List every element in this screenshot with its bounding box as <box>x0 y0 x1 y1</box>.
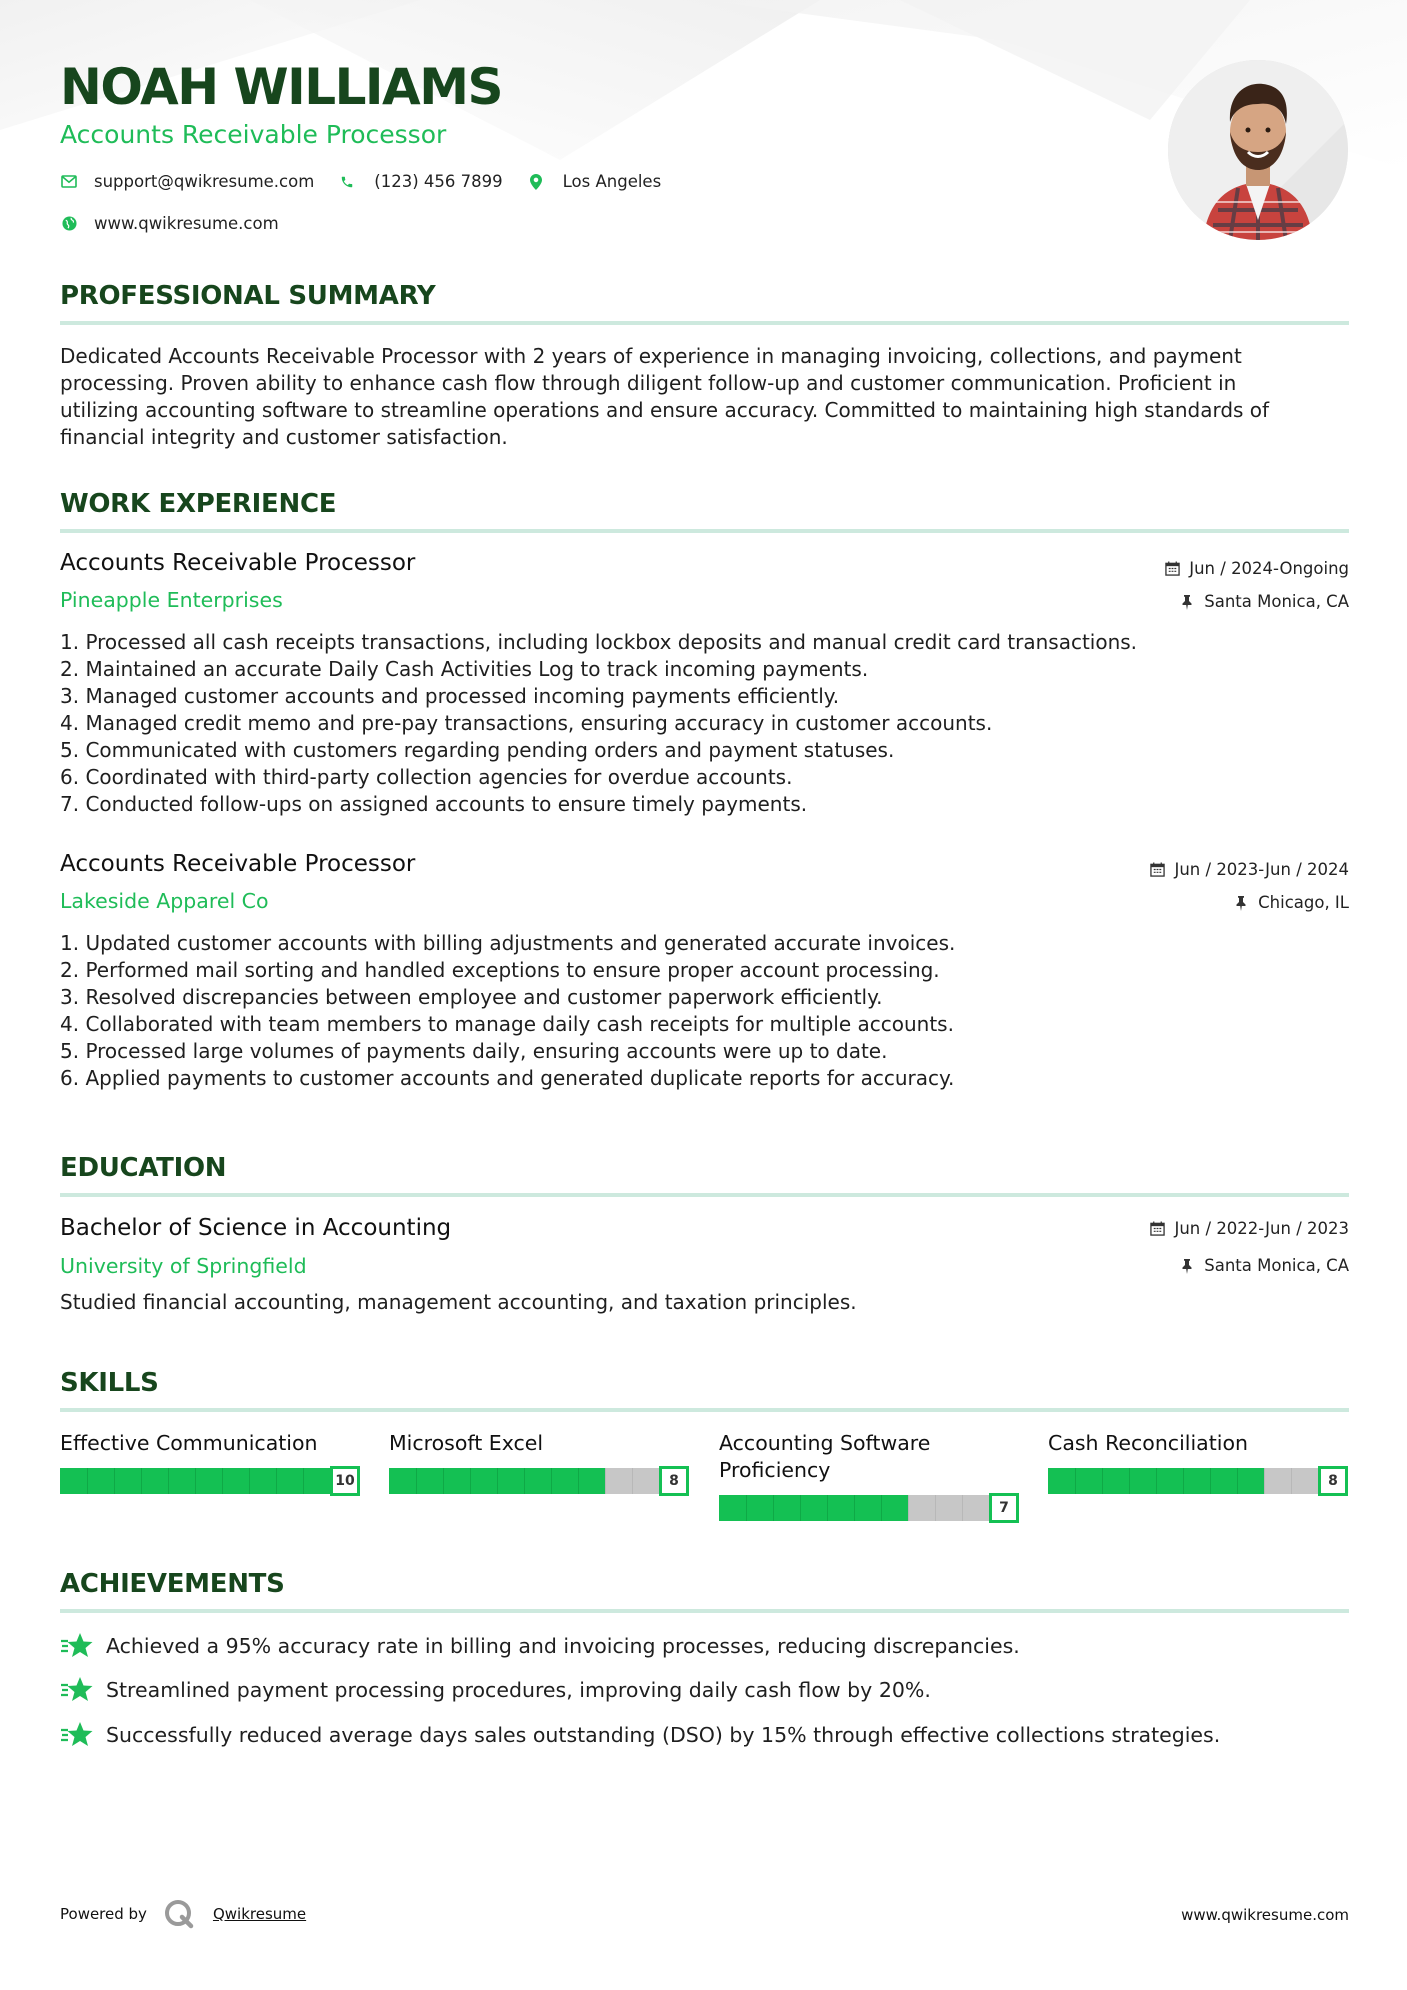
skills-divider <box>60 1408 1349 1412</box>
experience-divider <box>60 529 1349 533</box>
footer-website-link[interactable]: www.qwikresume.com <box>1181 1906 1349 1924</box>
phone-icon <box>338 173 356 191</box>
school-name: University of Springfield <box>60 1254 307 1278</box>
contact-location <box>527 172 662 191</box>
job-location: Chicago, IL <box>1234 893 1349 912</box>
qwikresume-link[interactable]: Qwikresume <box>212 1905 307 1923</box>
list-item: 4. Managed credit memo and pre-pay transactions, ensuring accuracy in customer accounts. <box>60 711 993 735</box>
candidate-name: NOAH WILLIAMS <box>60 58 502 116</box>
list-item: 2. Maintained an accurate Daily Cash Activities Log to track incoming payments. <box>60 657 869 681</box>
achievements-divider <box>60 1609 1349 1613</box>
list-item: 7. Conducted follow-ups on assigned accounts to ensure timely payments. <box>60 792 808 816</box>
skill-name: Cash Reconciliation <box>1048 1431 1248 1455</box>
skill-segment-dividers <box>389 1468 689 1494</box>
skill-segment-dividers <box>1048 1468 1348 1494</box>
list-item: 6. Coordinated with third-party collection agencies for overdue accounts. <box>60 765 793 789</box>
website-text: www.qwikresume.com <box>94 214 279 233</box>
contact-email[interactable] <box>60 172 314 191</box>
list-item: 1. Updated customer accounts with billing adjustments and generated accurate invoices. <box>60 931 956 955</box>
phone-text: (123) 456 7899 <box>374 172 503 191</box>
skill-item <box>60 1430 360 1496</box>
achievement-text: Streamlined payment processing procedures, improving daily cash flow by 20%. <box>106 1678 931 1702</box>
list-item: 1. Processed all cash receipts transactions, including lockbox deposits and manual credit card transactions. <box>60 630 1138 654</box>
list-item: 2. Performed mail sorting and handled exceptions to ensure proper account processing. <box>60 958 940 982</box>
skill-level-badge: 8 <box>1318 1466 1348 1496</box>
job-location: Santa Monica, CA <box>1180 592 1349 611</box>
calendar-icon <box>1165 561 1181 577</box>
pushpin-icon <box>1180 594 1196 610</box>
email-text: support@qwikresume.com <box>94 172 315 191</box>
pushpin-icon <box>1234 895 1250 911</box>
skill-item <box>389 1430 689 1496</box>
skills-section-title: SKILLS <box>60 1368 159 1398</box>
location-text: Los Angeles <box>562 172 662 191</box>
education-section-title: EDUCATION <box>60 1153 227 1183</box>
skill-level-badge: 10 <box>330 1466 360 1496</box>
job-title: Accounts Receivable Processor <box>60 851 416 877</box>
envelope-icon <box>60 173 78 191</box>
summary-paragraph <box>60 343 1349 451</box>
skill-name: Effective Communication <box>60 1431 318 1455</box>
summary-line: financial integrity and customer satisfaction. <box>60 425 508 449</box>
skill-level-bar <box>719 1493 1019 1523</box>
calendar-icon <box>1150 1221 1166 1237</box>
achievement-item <box>60 1632 1020 1660</box>
powered-by-text: Powered by <box>60 1905 147 1923</box>
summary-line: Dedicated Accounts Receivable Processor with 2 years of experience in managing invoicing, collections, and payment <box>60 344 1242 368</box>
list-item: 5. Communicated with customers regarding pending orders and payment statuses. <box>60 738 895 762</box>
achievement-text: Achieved a 95% accuracy rate in billing and invoicing processes, reducing discrepancies. <box>106 1634 1020 1658</box>
skill-segment-dividers <box>60 1468 360 1494</box>
education-location: Santa Monica, CA <box>1180 1256 1349 1275</box>
achievements-section-title: ACHIEVEMENTS <box>60 1569 285 1599</box>
achievement-text: Successfully reduced average days sales outstanding (DSO) by 15% through effective collections strategies. <box>106 1723 1221 1747</box>
list-item: 3. Resolved discrepancies between employee and customer paperwork efficiently. <box>60 985 883 1009</box>
contact-row-primary <box>60 172 685 191</box>
calendar-icon <box>1150 862 1166 878</box>
footer-powered-by <box>60 1898 306 1930</box>
skill-segment-dividers <box>719 1495 1019 1521</box>
skill-item <box>719 1430 1019 1523</box>
education-description: Studied financial accounting, management accounting, and taxation principles. <box>60 1290 857 1314</box>
list-item: 3. Managed customer accounts and processed incoming payments efficiently. <box>60 684 840 708</box>
job-title: Accounts Receivable Processor <box>60 550 416 576</box>
company-name: Pineapple Enterprises <box>60 588 283 612</box>
contact-phone[interactable] <box>338 172 502 191</box>
summary-line: utilizing accounting software to streamline operations and ensure accuracy. Committed to maintaining high standards of <box>60 398 1270 422</box>
skill-level-badge: 8 <box>659 1466 689 1496</box>
skill-level-bar <box>60 1466 360 1496</box>
profile-photo <box>1168 60 1348 240</box>
star-award-icon <box>60 1676 94 1704</box>
skill-level-bar <box>1048 1466 1348 1496</box>
summary-line: processing. Proven ability to enhance cash flow through diligent follow-up and customer communication. Proficient in <box>60 371 1237 395</box>
degree-title: Bachelor of Science in Accounting <box>60 1215 452 1241</box>
experience-section-title: WORK EXPERIENCE <box>60 489 337 519</box>
achievement-item <box>60 1721 1220 1749</box>
list-item: 6. Applied payments to customer accounts and generated duplicate reports for accuracy. <box>60 1066 955 1090</box>
contact-row-secondary <box>60 214 303 233</box>
job-responsibilities <box>60 930 1349 1092</box>
map-pin-icon <box>527 173 545 191</box>
star-award-icon <box>60 1721 94 1749</box>
summary-divider <box>60 321 1349 325</box>
job-dates: Jun / 2024-Ongoing <box>1165 559 1349 578</box>
skill-name: Microsoft Excel <box>389 1431 544 1455</box>
skill-level-badge: 7 <box>989 1493 1019 1523</box>
job-dates: Jun / 2023-Jun / 2024 <box>1150 860 1349 879</box>
candidate-role: Accounts Receivable Processor <box>60 120 447 149</box>
pushpin-icon <box>1180 1258 1196 1274</box>
list-item: 5. Processed large volumes of payments daily, ensuring accounts were up to date. <box>60 1039 888 1063</box>
education-divider <box>60 1193 1349 1197</box>
contact-website[interactable] <box>60 214 279 233</box>
company-name: Lakeside Apparel Co <box>60 889 269 913</box>
skill-level-bar <box>389 1466 689 1496</box>
achievement-item <box>60 1676 931 1704</box>
skill-name: Accounting Software Proficiency <box>719 1431 931 1482</box>
qwikresume-logo-icon <box>163 1898 195 1930</box>
job-responsibilities <box>60 629 1349 818</box>
star-award-icon <box>60 1632 94 1660</box>
skill-item <box>1048 1430 1348 1496</box>
summary-section-title: PROFESSIONAL SUMMARY <box>60 281 436 311</box>
education-dates: Jun / 2022-Jun / 2023 <box>1150 1219 1349 1238</box>
list-item: 4. Collaborated with team members to manage daily cash receipts for multiple accounts. <box>60 1012 954 1036</box>
globe-icon <box>60 215 78 233</box>
